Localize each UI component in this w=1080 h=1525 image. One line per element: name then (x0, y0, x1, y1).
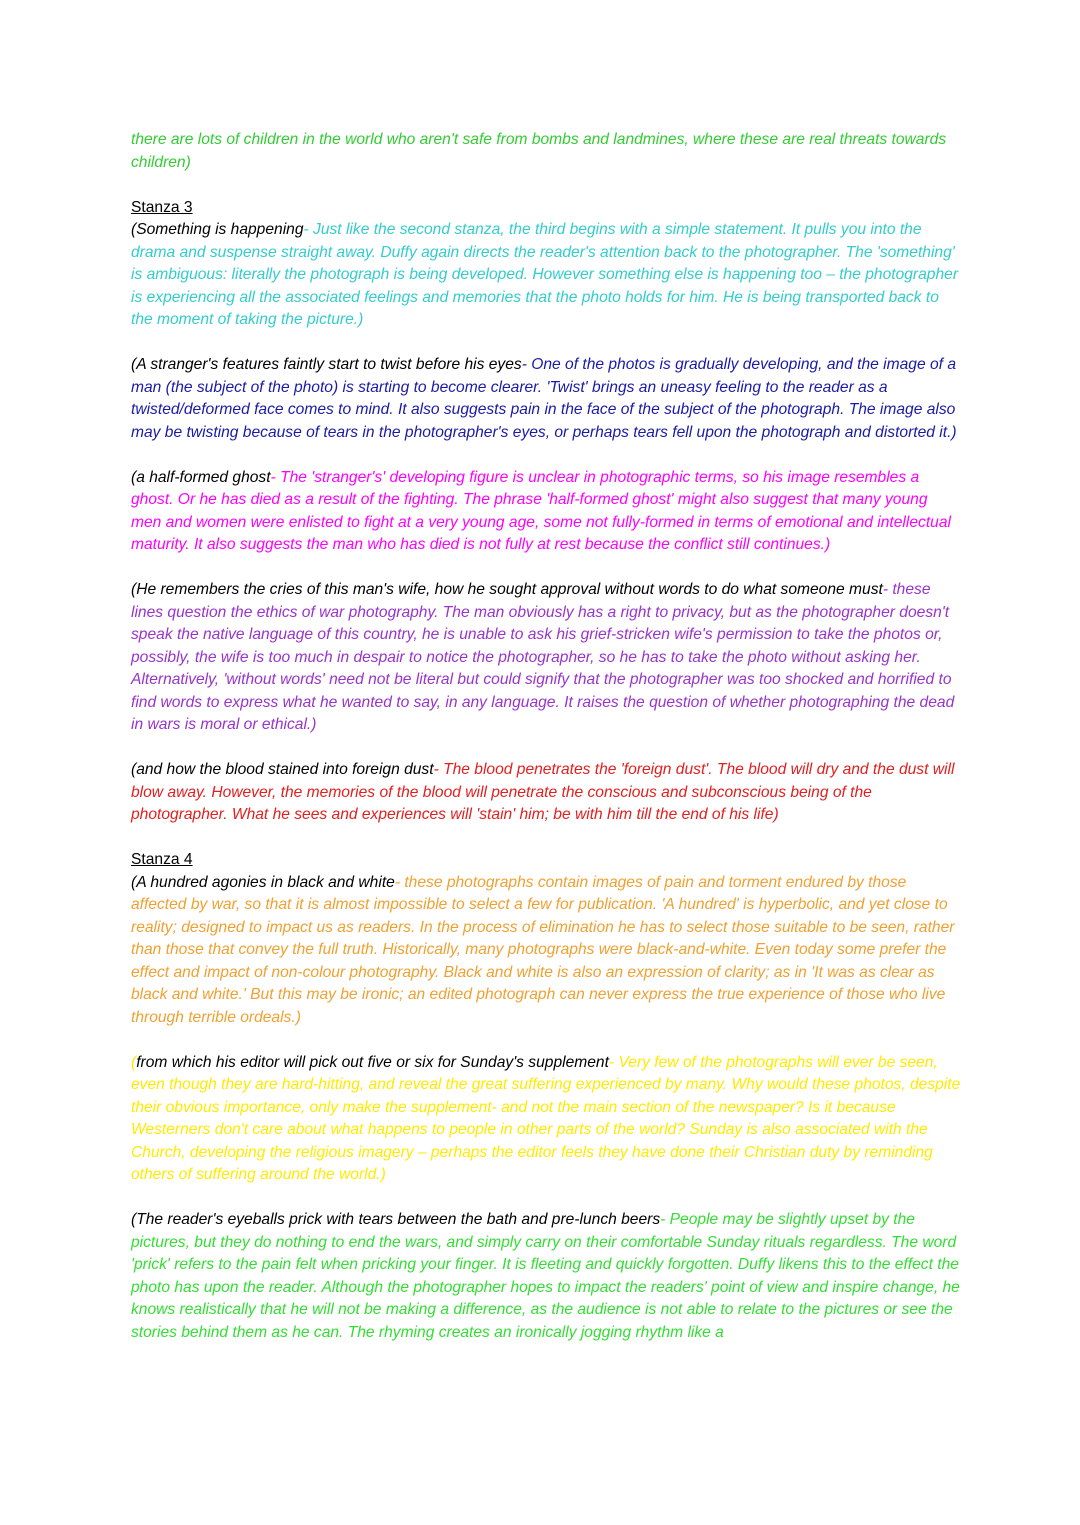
quote-text: from which his editor will pick out five or six for Sunday's supplement (136, 1053, 609, 1071)
quote-text: (Something is happening (131, 221, 304, 238)
stanza-4-paragraph-1 (131, 872, 961, 1030)
annotation-text: - The blood penetrates the 'foreign dust'. The blood will dry and the dust will blow away. However, the memories of the blood will penetrate the conscious and subconscious being of the photographer. What he sees and experiences will 'stain' him; be with him till the end of his life) (131, 761, 955, 823)
stanza-4-section (131, 849, 961, 1344)
quote-text: (A stranger's features faintly start to twist before his eyes (131, 356, 522, 373)
annotation-text: - One of the photos is gradually developing, and the image of a man (the subject of the photo) is starting to become clearer. 'Twist' brings an uneasy feeling to the reader as a twisted/deformed face comes to mind. It also suggests pain in the face of the subject of the photograph. The image also may be twisting because of tears in the photographer's eyes, or perhaps tears fell upon the photograph and distorted it.) (131, 356, 957, 441)
stanza-3-paragraph-3 (131, 467, 961, 557)
annotation-text: - Very few of the photographs will ever be seen, even though they are hard-hitting, and reveal the great suffering experienced by many. Why would these photos, despite their obvious importance, only make the supplement- and not the main section of the newspaper? Is it because Westerners don't care about what happens to people in other parts of the world? Sunday is also associated with the Church, developing the religious imagery – perhaps the editor feels they have done their Christian duty by reminding others of suffering around the world.) (131, 1053, 961, 1183)
stanza-3-paragraph-1 (131, 219, 961, 332)
quote-text: (and how the blood stained into foreign dust (131, 761, 434, 778)
stanza-3-paragraph-4 (131, 579, 961, 737)
quote-text: (A hundred agonies in black and white (131, 873, 395, 891)
stanza-4-paragraph-3 (131, 1209, 961, 1344)
quote-text: (He remembers the cries of this man's wife, how he sought approval without words to do what someone must (131, 581, 883, 598)
stanza-3-paragraph-5 (131, 759, 961, 827)
annotation-text: there are lots of children in the world who aren't safe from bombs and landmines, where these are real threats towards children) (131, 131, 947, 171)
paragraph-continuation (131, 129, 961, 174)
annotation-text: - People may be slightly upset by the pictures, but they do nothing to end the wars, and simply carry on their comfortable Sunday rituals regardless. The word 'prick' refers to the pain felt when pricking your finger. It is fleeting and quickly forgotten. Duffy likens this to the effect the photo has upon the reader. Although the photographer hopes to impact the readers' point of view and inspire change, he knows realistically that he will not be making a difference, as the audience is not able to relate to the pictures or see the stories behind them as he can. The rhyming creates an ironically jogging rhythm like a (131, 1211, 960, 1341)
stanza-4-heading: Stanza 4 (131, 851, 193, 868)
annotation-text: - these lines question the ethics of war photography. The man obviously has a right to privacy, but as the photographer doesn't speak the native language of this country, he is unable to ask his grief-stricken wife's permission to take the photos or, possibly, the wife is too much in despair to notice the photographer, so he has to take the photo without asking her. Alternatively, 'without words' need not be literal but could signify that the photographer was too shocked and horrified to find words to express what he wanted to say, in any language. It raises the question of whether photographing the dead in wars is moral or ethical.) (131, 581, 955, 733)
quote-open-paren: ( (131, 1053, 137, 1071)
quote-text: (The reader's eyeballs prick with tears between the bath and pre-lunch beers (131, 1211, 661, 1228)
document-page (131, 129, 961, 1367)
quote-text: (a half-formed ghost (131, 468, 271, 486)
annotation-text: - The 'stranger's' developing figure is unclear in photographic terms, so his image resembles a ghost. Or he has died as a result of the fighting. The phrase 'half-formed ghost' might also suggest that many young men and women were enlisted to fight at a very young age, some not fully-formed in terms of emotional and intellectual maturity. It also suggests the man who has died is not fully at rest because the conflict still continues.) (131, 468, 951, 553)
stanza-3-heading: Stanza 3 (131, 198, 193, 216)
stanza-3-section (131, 197, 961, 827)
stanza-4-paragraph-2 (131, 1052, 961, 1187)
stanza-3-paragraph-2 (131, 354, 961, 444)
annotation-text: - Just like the second stanza, the third begins with a simple statement. It pulls you into the drama and suspense straight away. Duffy again directs the reader's attention back to the photographer. The 'something' is ambiguous: literally the photograph is being developed. However something else is happening too – the photographer is experiencing all the associated feelings and memories that the photo holds for him. He is being transported back to the moment of taking the picture.) (131, 221, 959, 328)
annotation-text: - these photographs contain images of pain and torment endured by those affected by war, so that it is almost impossible to select a few for publication. 'A hundred' is hyperbolic, and yet close to reality; designed to impact us as readers. In the process of elimination he has to select those suitable to be seen, rather than those that convey the full truth. Historically, many photographs were black-and-white. Even today some prefer the effect and impact of non-colour photography. Black and white is also an expression of clarity; as in 'It was as clear as black and white.' But this may be ironic; an edited photograph can never express the true experience of those who live through terrible ordeals.) (131, 873, 955, 1026)
